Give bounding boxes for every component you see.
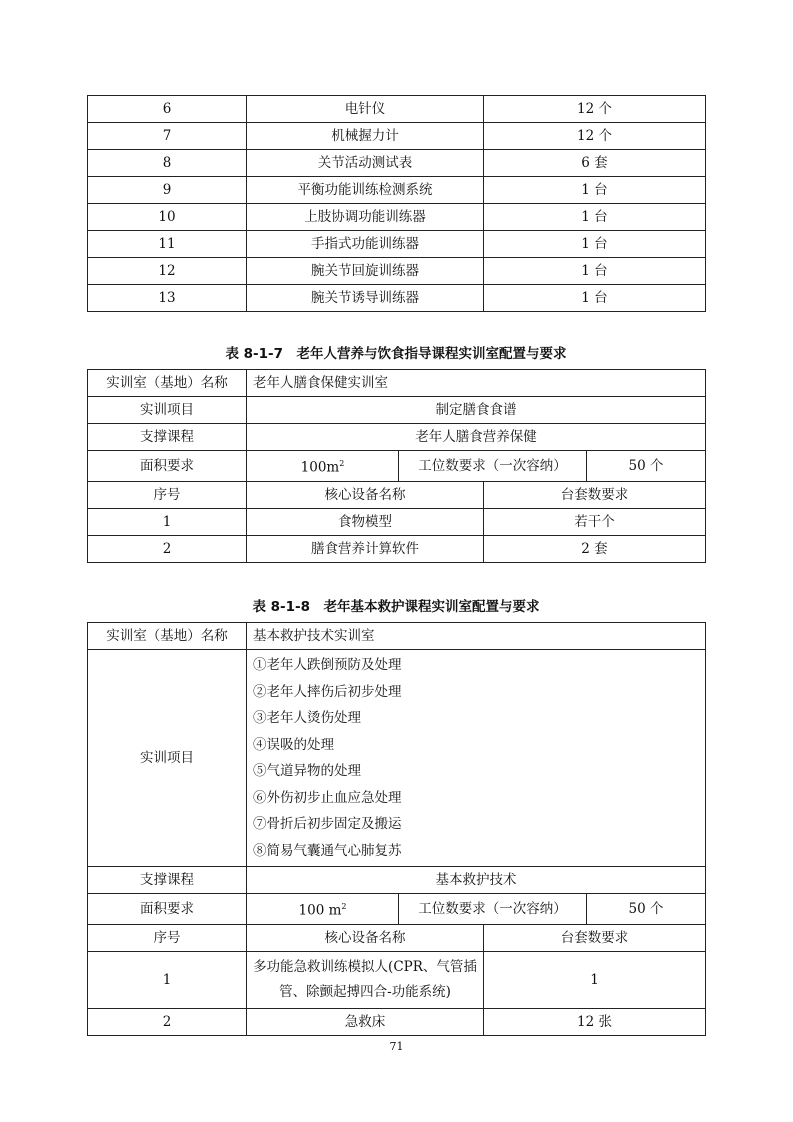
area-row <box>88 894 706 925</box>
row-qty: 6 套 <box>484 150 706 177</box>
room-row <box>88 623 706 650</box>
room-value: 基本救护技术实训室 <box>247 623 706 650</box>
row-no: 7 <box>88 123 247 150</box>
table-row <box>88 123 706 150</box>
page-number: 71 <box>389 1040 404 1053</box>
row-equip: 急救床 <box>247 1008 484 1035</box>
header-row <box>88 481 706 508</box>
row-no: 8 <box>88 150 247 177</box>
list-item: ③老年人烫伤处理 <box>253 710 361 726</box>
row-equip: 关节活动测试表 <box>247 150 484 177</box>
course-value: 基本救护技术 <box>247 867 706 894</box>
row-equip: 平衡功能训练检测系统 <box>247 177 484 204</box>
row-qty: 12 个 <box>484 96 706 123</box>
area-value: 100 $m^2$ <box>247 894 399 925</box>
area-label: 面积要求 <box>88 451 247 482</box>
list-item: ④误吸的处理 <box>253 736 334 753</box>
table-caption-8-1-8: 表 8-1-8 老年基本救护课程实训室配置与要求 <box>252 599 540 615</box>
project-value: 制定膳食食谱 <box>247 397 706 424</box>
row-equip: 食物模型 <box>247 508 484 535</box>
table-row <box>88 1008 706 1035</box>
row-equip-line: 管、除颤起搏四合-功能系统) <box>279 983 451 1000</box>
col-no-header: 序号 <box>88 481 247 508</box>
table-caption-8-1-7: 表 8-1-7 老年人营养与饮食指导课程实训室配置与要求 <box>225 346 567 362</box>
table-8-1-7 <box>87 369 706 563</box>
course-value: 老年人膳食营养保健 <box>247 424 706 451</box>
area-row <box>88 451 706 482</box>
room-row <box>88 370 706 397</box>
station-value: 50 个 <box>587 451 706 482</box>
area-value: $100m^2$ <box>247 451 399 482</box>
row-no: 12 <box>88 258 247 285</box>
room-value: 老年人膳食保健实训室 <box>247 370 706 397</box>
table-row <box>88 231 706 258</box>
list-item: ②老年人摔伤后初步处理 <box>253 683 402 700</box>
row-equip <box>247 951 484 1008</box>
row-qty: 12 个 <box>484 123 706 150</box>
table-row <box>88 150 706 177</box>
room-label: 实训室（基地）名称 <box>88 623 247 650</box>
station-label: 工位数要求（一次容纳） <box>399 451 587 482</box>
row-no: 9 <box>88 177 247 204</box>
row-equip: 手指式功能训练器 <box>247 231 484 258</box>
row-equip: 机械握力计 <box>247 123 484 150</box>
equipment-table-continued <box>87 95 706 312</box>
col-no-header: 序号 <box>88 924 247 951</box>
row-equip: 腕关节诱导训练器 <box>247 285 484 312</box>
area-label: 面积要求 <box>88 894 247 925</box>
project-list <box>247 650 706 867</box>
list-item: ⑦骨折后初步固定及搬运 <box>253 816 402 832</box>
row-qty: 12 张 <box>484 1008 706 1035</box>
list-item: ⑤气道异物的处理 <box>253 763 361 779</box>
row-qty: 1 台 <box>484 258 706 285</box>
course-row <box>88 867 706 894</box>
row-qty: 1 台 <box>484 177 706 204</box>
header-row <box>88 924 706 951</box>
row-qty: 1 台 <box>484 285 706 312</box>
course-row <box>88 424 706 451</box>
table-row <box>88 508 706 535</box>
station-value: 50 个 <box>587 894 706 925</box>
col-qty-header: 台套数要求 <box>484 481 706 508</box>
row-no: 2 <box>88 535 247 562</box>
table-row <box>88 204 706 231</box>
list-item: ①老年人跌倒预防及处理 <box>253 657 402 673</box>
row-no: 1 <box>88 951 247 1008</box>
col-equip-header: 核心设备名称 <box>247 481 484 508</box>
list-item: ⑧简易气囊通气心肺复苏 <box>253 842 402 859</box>
row-no: 6 <box>88 96 247 123</box>
row-equip: 腕关节回旋训练器 <box>247 258 484 285</box>
row-no: 10 <box>88 204 247 231</box>
row-qty: 2 套 <box>484 535 706 562</box>
row-equip: 膳食营养计算软件 <box>247 535 484 562</box>
row-qty: 1 台 <box>484 231 706 258</box>
table-8-1-8 <box>87 622 706 1036</box>
table-row <box>88 951 706 1008</box>
row-no: 2 <box>88 1008 247 1035</box>
row-qty: 1 <box>484 951 706 1008</box>
col-equip-header: 核心设备名称 <box>247 924 484 951</box>
row-no: 11 <box>88 231 247 258</box>
table-row <box>88 177 706 204</box>
row-no: 1 <box>88 508 247 535</box>
station-label: 工位数要求（一次容纳） <box>399 894 587 925</box>
row-equip: 上肢协调功能训练器 <box>247 204 484 231</box>
row-qty: 1 台 <box>484 204 706 231</box>
table-row <box>88 535 706 562</box>
row-equip: 电针仪 <box>247 96 484 123</box>
project-row <box>88 397 706 424</box>
project-label: 实训项目 <box>88 397 247 424</box>
course-label: 支撑课程 <box>88 424 247 451</box>
table-row <box>88 285 706 312</box>
project-label: 实训项目 <box>88 650 247 867</box>
col-qty-header: 台套数要求 <box>484 924 706 951</box>
row-qty: 若干个 <box>484 508 706 535</box>
course-label: 支撑课程 <box>88 867 247 894</box>
project-row <box>88 650 706 867</box>
list-item: ⑥外伤初步止血应急处理 <box>253 789 402 806</box>
table-row <box>88 96 706 123</box>
row-equip-line: 多功能急救训练模拟人(CPR、气管插 <box>253 958 477 975</box>
table-row <box>88 258 706 285</box>
row-no: 13 <box>88 285 247 312</box>
room-label: 实训室（基地）名称 <box>88 370 247 397</box>
